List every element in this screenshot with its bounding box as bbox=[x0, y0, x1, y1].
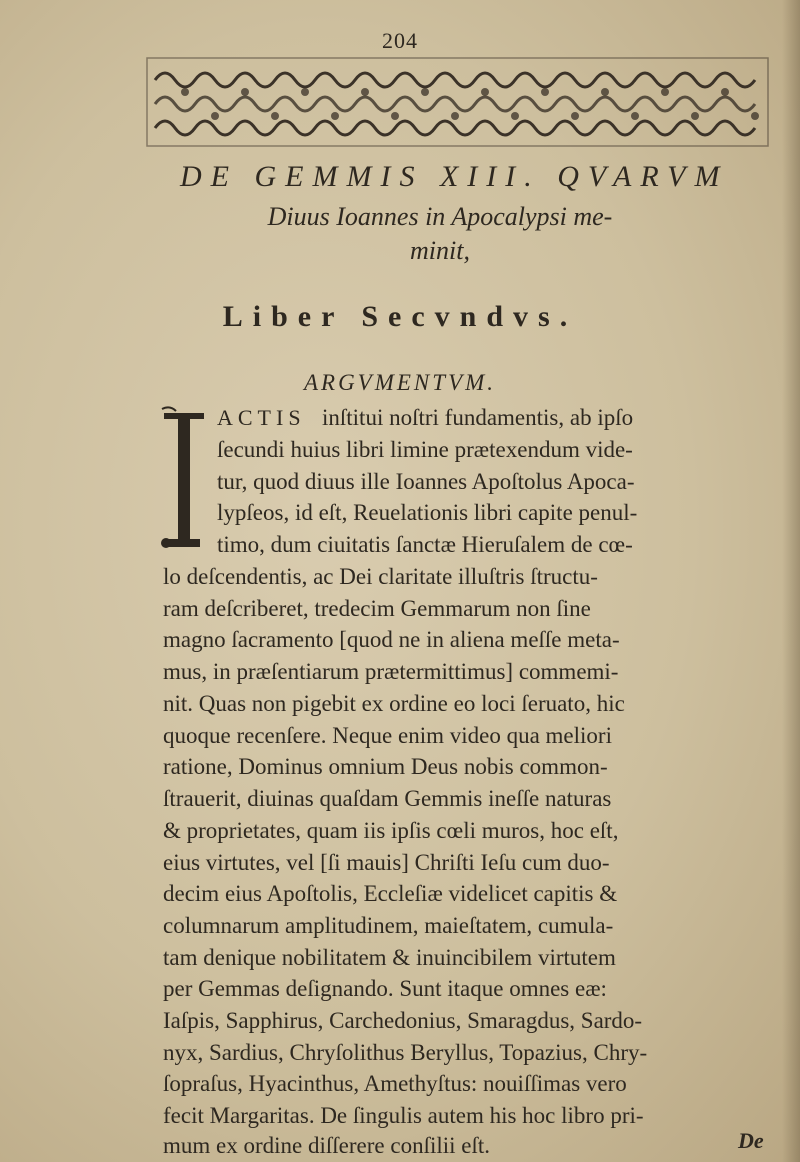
body-line: Iaſpis, Sapphirus, Carchedonius, Smaragdus, Sardo- bbox=[163, 1008, 643, 1033]
body-line: inſtitui noſtri fundamentis, ab ipſo bbox=[322, 405, 634, 430]
body-line: fecit Margaritas. De ſingulis autem his hoc libro pri- bbox=[163, 1103, 644, 1128]
body-line: decim eius Apoſtolis, Eccleſiæ videlicet capitis & bbox=[163, 881, 618, 906]
book-heading: Liber Secvndvs. bbox=[222, 300, 578, 333]
page-number: 204 bbox=[382, 28, 418, 53]
subtitle-line-1: Diuus Ioannes in Apocalypsi me- bbox=[267, 202, 613, 231]
body-line: ram deſcriberet, tredecim Gemmarum non ſine bbox=[163, 596, 591, 621]
catchword: De bbox=[738, 1128, 764, 1153]
body-line: mum ex ordine diſſerere conſilii eſt. bbox=[163, 1133, 491, 1158]
body-line: nyx, Sardius, Chryſolithus Beryllus, Topazius, Chry- bbox=[163, 1040, 648, 1065]
body-line: per Gemmas deſignando. Sunt itaque omnes eæ: bbox=[163, 976, 607, 1001]
body-line: nit. Quas non pigebit ex ordine eo loci ſeruato, hic bbox=[163, 691, 625, 716]
page-edge-shadow bbox=[782, 0, 800, 1162]
first-word: ACTIS bbox=[217, 405, 306, 430]
subtitle-line-2: minit, bbox=[410, 236, 470, 265]
section-title: DE GEMMIS XIII. QVARVM bbox=[180, 160, 729, 193]
body-line: tur, quod diuus ille Ioannes Apoſtolus Apoca- bbox=[217, 469, 635, 494]
body-line: columnarum amplitudinem, maieſtatem, cumula- bbox=[163, 913, 614, 938]
body-line: magno ſacramento [quod ne in aliena meſſe meta- bbox=[163, 627, 620, 652]
argument-heading: ARGVMENTVM. bbox=[303, 370, 497, 395]
body-line: ſecundi huius libri limine prætexendum vide- bbox=[217, 437, 633, 462]
body-line: quoque recenſere. Neque enim video qua meliori bbox=[163, 723, 612, 748]
body-line: ſopraſus, Hyacinthus, Amethyſtus: nouiſſimas vero bbox=[163, 1071, 627, 1096]
body-line: eius virtutes, vel [ſi mauis] Chriſti Ieſu cum duo- bbox=[163, 850, 610, 875]
body-line: tam denique nobilitatem & inuincibilem virtutem bbox=[163, 945, 616, 970]
body-line: & proprietates, quam iis ipſis cœli muros, hoc eſt, bbox=[163, 818, 619, 843]
body-line: mus, in præſentiarum prætermittimus] commemi- bbox=[163, 659, 619, 684]
section-subtitle bbox=[210, 200, 670, 268]
body-line: ſtrauerit, diuinas quaſdam Gemmis ineſſe naturas bbox=[163, 786, 612, 811]
floral-headpiece-ornament-icon bbox=[145, 56, 770, 148]
body-line: lypſeos, id eſt, Reuelationis libri capite penul- bbox=[217, 500, 638, 525]
body-line: lo deſcendentis, ac Dei claritate illuſtris ſtructu- bbox=[163, 564, 598, 589]
decorated-initial-icon bbox=[160, 405, 208, 555]
body-line: ratione, Dominus omnium Deus nobis common- bbox=[163, 754, 608, 779]
body-line: timo, dum ciuitatis ſanctæ Hieruſalem de cœ- bbox=[217, 532, 633, 557]
